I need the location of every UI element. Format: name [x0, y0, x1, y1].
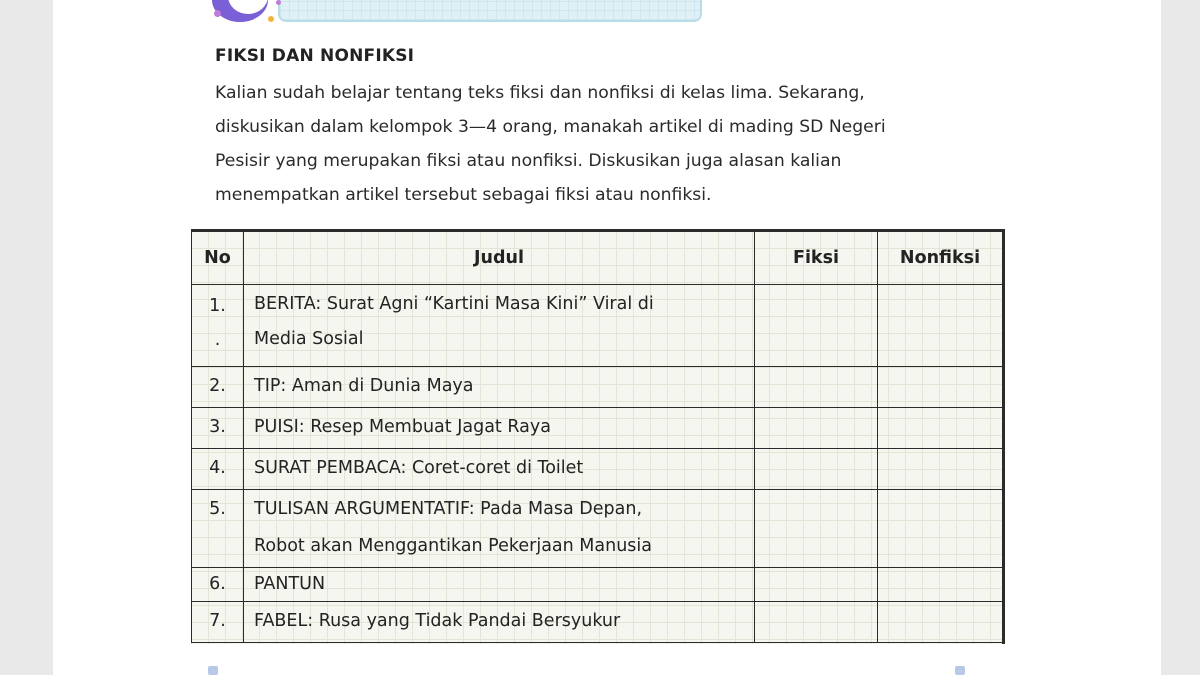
nonfiksi-cell[interactable]	[878, 408, 1003, 449]
table-row	[192, 449, 1003, 490]
header-no: No	[192, 232, 244, 285]
table-row	[192, 568, 1003, 602]
row-number	[192, 367, 244, 408]
row-number	[192, 408, 244, 449]
instruction-paragraph	[215, 76, 975, 212]
row-title-line: FABEL: Rusa yang Tidak Pandai Bersyukur	[254, 611, 621, 631]
row-number-extra: .	[214, 330, 221, 350]
row-title	[244, 490, 755, 568]
fiksi-cell[interactable]	[755, 568, 878, 602]
row-number-text: 2.	[209, 376, 226, 396]
nonfiksi-cell[interactable]	[878, 449, 1003, 490]
row-title	[244, 602, 755, 643]
row-number-text: 1.	[209, 296, 226, 316]
table-row	[192, 490, 1003, 568]
header-fiksi: Fiksi	[755, 232, 878, 285]
table-row	[192, 408, 1003, 449]
nonfiksi-cell[interactable]	[878, 602, 1003, 643]
row-title	[244, 285, 755, 367]
row-number	[192, 568, 244, 602]
header-nonfiksi: Nonfiksi	[878, 232, 1003, 285]
fiksi-cell[interactable]	[755, 490, 878, 568]
row-number	[192, 602, 244, 643]
row-title-line: BERITA: Surat Agni “Kartini Masa Kini” Viral di	[254, 294, 654, 314]
row-number-text: 4.	[209, 458, 226, 478]
row-title-line: Media Sosial	[254, 329, 364, 349]
row-title-line: SURAT PEMBACA: Coret-coret di Toilet	[254, 458, 584, 478]
article-classification-table	[191, 229, 1005, 644]
row-title-line: TULISAN ARGUMENTATIF: Pada Masa Depan,	[254, 499, 643, 519]
decorative-dot	[276, 0, 281, 5]
row-number-text: 7.	[209, 611, 226, 631]
row-number	[192, 449, 244, 490]
table-row	[192, 602, 1003, 643]
fiksi-cell[interactable]	[755, 408, 878, 449]
section-heading: FIKSI DAN NONFIKSI	[215, 46, 415, 66]
row-number-text: 3.	[209, 417, 226, 437]
nonfiksi-cell[interactable]	[878, 490, 1003, 568]
row-number-text: 6.	[209, 574, 226, 594]
decorative-dot	[268, 16, 274, 22]
nonfiksi-cell[interactable]	[878, 367, 1003, 408]
row-title-line: Robot akan Menggantikan Pekerjaan Manusia	[254, 536, 653, 556]
row-number	[192, 490, 244, 568]
row-title-line: PANTUN	[254, 574, 326, 594]
decorative-dot	[214, 10, 221, 17]
fiksi-cell[interactable]	[755, 449, 878, 490]
row-title	[244, 568, 755, 602]
row-number-text: 5.	[209, 499, 226, 519]
paragraph-line: Pesisir yang merupakan fiksi atau nonfiksi. Diskusikan juga alasan kalian	[215, 151, 842, 171]
row-title	[244, 408, 755, 449]
nonfiksi-cell[interactable]	[878, 568, 1003, 602]
banner-header-decoration	[278, 0, 702, 22]
paragraph-line: Kalian sudah belajar tentang teks fiksi dan nonfiksi di kelas lima. Sekarang,	[215, 83, 865, 103]
nonfiksi-cell[interactable]	[878, 285, 1003, 367]
row-title	[244, 367, 755, 408]
row-number	[192, 285, 244, 367]
row-title-line: TIP: Aman di Dunia Maya	[254, 376, 474, 396]
paragraph-line: diskusikan dalam kelompok 3—4 orang, manakah artikel di mading SD Negeri	[215, 117, 886, 137]
paragraph-line: menempatkan artikel tersebut sebagai fiksi atau nonfiksi.	[215, 185, 712, 205]
table-row	[192, 367, 1003, 408]
decorative-mark	[955, 666, 965, 675]
row-title-line: PUISI: Resep Membuat Jagat Raya	[254, 417, 551, 437]
table-header-row	[192, 232, 1003, 285]
header-judul: Judul	[244, 232, 755, 285]
decorative-mark	[208, 666, 218, 675]
table-row	[192, 285, 1003, 367]
fiksi-cell[interactable]	[755, 285, 878, 367]
row-title	[244, 449, 755, 490]
fiksi-cell[interactable]	[755, 367, 878, 408]
fiksi-cell[interactable]	[755, 602, 878, 643]
